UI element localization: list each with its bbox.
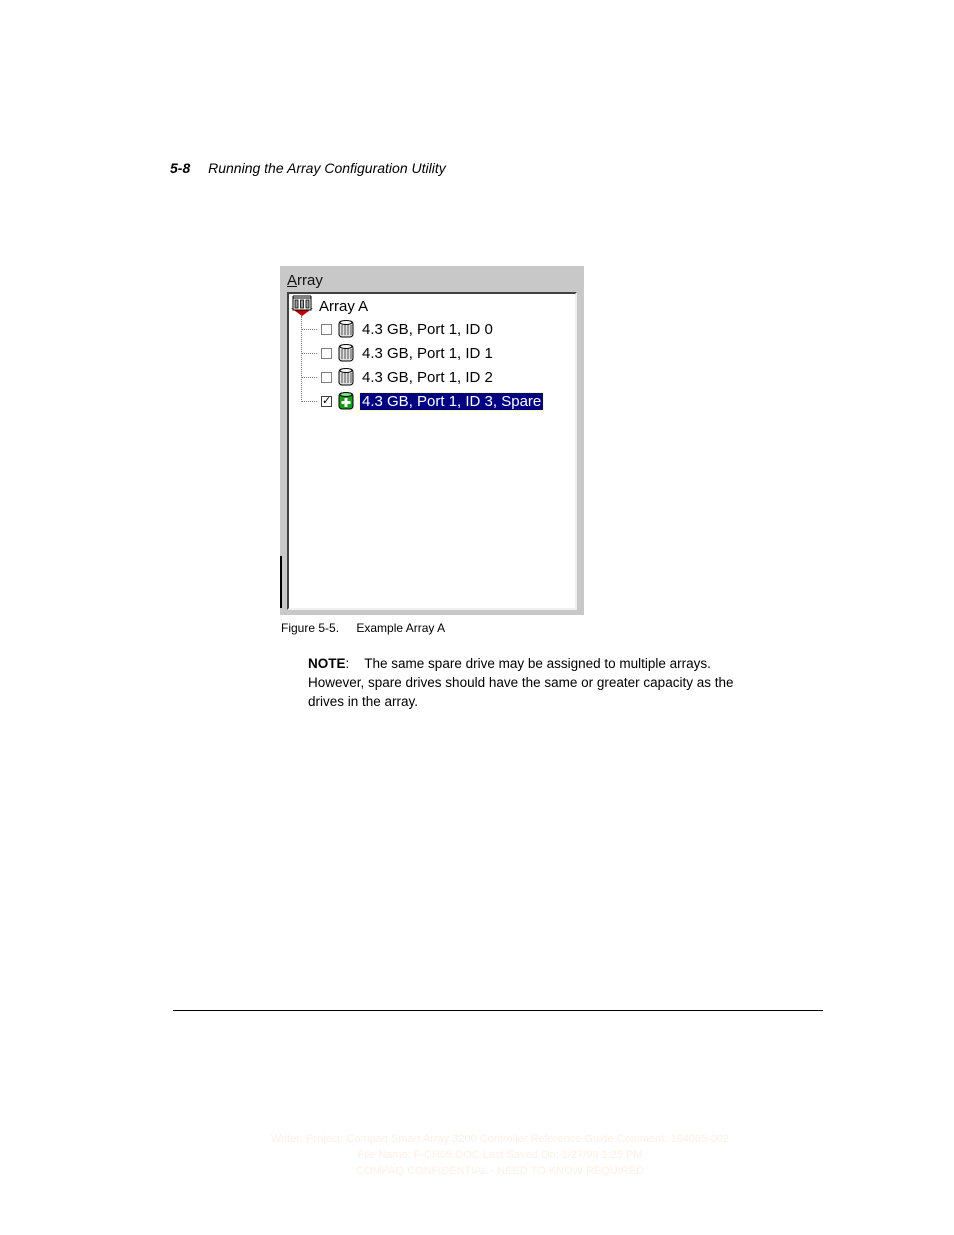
drive-label-id3-spare: 4.3 GB, Port 1, ID 3, Spare	[362, 392, 542, 410]
array-a-label: Array A	[319, 297, 369, 315]
chapter-title: Running the Array Configuration Utility	[208, 160, 446, 176]
drive-row-id1[interactable]	[301, 342, 495, 364]
drive-row-id2[interactable]	[301, 366, 495, 388]
drive-label-id2: 4.3 GB, Port 1, ID 2	[362, 368, 493, 386]
tree-branch-line	[301, 377, 317, 378]
drive-checkbox-id0[interactable]	[321, 324, 332, 335]
drive-label-id1: 4.3 GB, Port 1, ID 1	[362, 344, 493, 362]
panel-title-rest: rray	[297, 272, 323, 289]
tree-branch-line	[301, 353, 317, 354]
drive-label-id0: 4.3 GB, Port 1, ID 0	[362, 320, 493, 338]
panel-title-mnemonic: A	[287, 272, 298, 289]
tree-branch-line	[301, 401, 317, 402]
drive-checkbox-id1[interactable]	[321, 348, 332, 359]
array-tree-view[interactable]	[287, 292, 577, 610]
drive-checkbox-id2[interactable]	[321, 372, 332, 383]
hard-drive-icon	[338, 367, 354, 387]
tree-node-array-a[interactable]	[290, 295, 368, 317]
footer-line-1: Writer: Project: Compaq Smart Array 3200 Controller Reference Guide Comment: 184005-002	[270, 1133, 730, 1145]
page-footer	[200, 1131, 800, 1179]
array-panel	[280, 266, 584, 615]
spare-drive-icon	[338, 391, 354, 411]
array-icon	[290, 295, 314, 317]
page-header	[170, 160, 446, 176]
panel-title	[287, 272, 323, 289]
figure-number: Figure 5-5.	[281, 621, 340, 635]
tree-branch-line	[301, 329, 317, 330]
footer-line-2: File Name: F-CH05.DOC Last Saved On: 1/27/99 1:25 PM	[357, 1149, 643, 1161]
footer-rule	[173, 1010, 823, 1011]
note-block: NOTE: The same spare drive may be assigned to multiple arrays. However, spare drives should have the same or greater capacity as the drives in the array.	[308, 656, 734, 709]
figure-title: Example Array A	[356, 621, 446, 635]
note-text: The same spare drive may be assigned to multiple arrays. However, spare drives should have the same or greater capacity as the drives in the array.	[308, 656, 734, 709]
hard-drive-icon	[338, 343, 354, 363]
drive-checkbox-id3[interactable]: ✓	[322, 394, 332, 407]
drive-row-id0[interactable]	[301, 318, 495, 340]
footer-line-3: COMPAQ CONFIDENTIAL - NEED TO KNOW REQUIRED	[355, 1165, 645, 1177]
hard-drive-icon	[338, 319, 354, 339]
drive-row-id3-spare[interactable]	[301, 390, 543, 412]
page-number: 5-8	[170, 160, 191, 176]
note-keyword: NOTE	[308, 656, 346, 671]
panel-edge-bar	[280, 556, 282, 608]
figure-caption	[281, 621, 445, 635]
